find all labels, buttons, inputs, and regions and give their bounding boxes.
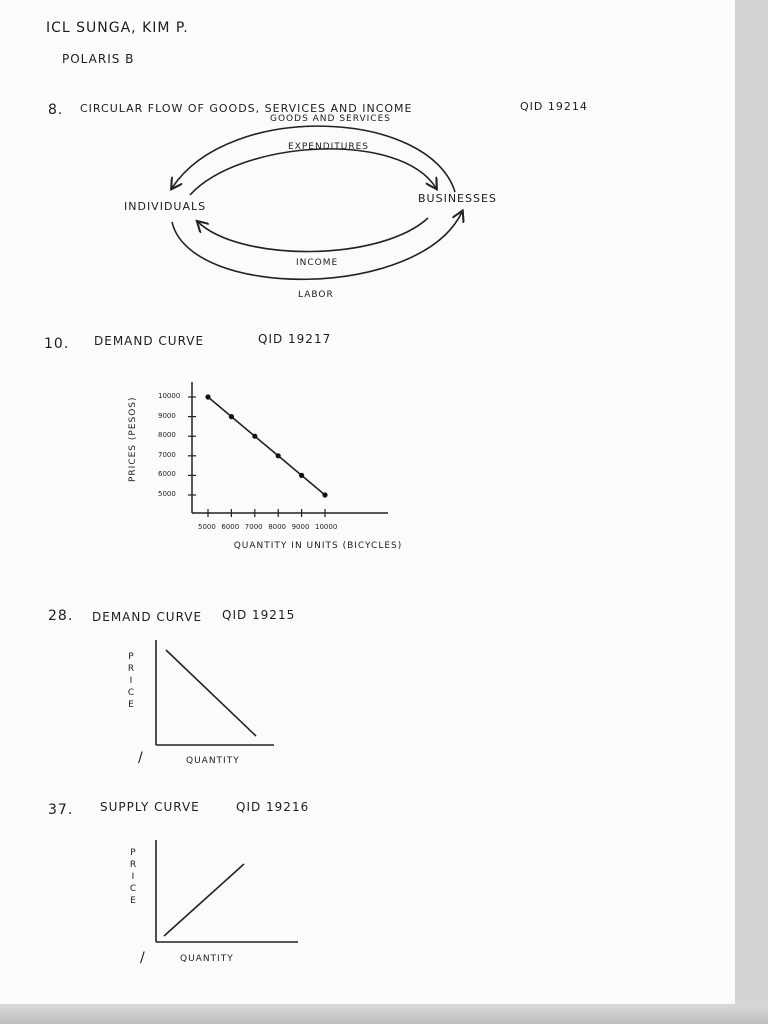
q10-qid: QID 19217 <box>258 332 332 346</box>
x-tick-label: 6000 <box>221 523 240 531</box>
q28-ylabel: PRICE <box>126 652 136 712</box>
q8-goods-services-label: GOODS AND SERVICES <box>270 114 391 124</box>
q37-ylabel: PRICE <box>128 848 138 908</box>
y-tick-label: 8000 <box>158 431 176 440</box>
q8-number: 8. <box>48 102 64 118</box>
y-tick-label: 10000 <box>158 392 181 400</box>
q37-title: SUPPLY CURVE <box>100 800 200 814</box>
q37-qid: QID 19216 <box>236 800 310 814</box>
x-tick-label: 9000 <box>291 523 310 531</box>
q37-origin-mark: / <box>140 950 146 966</box>
q28-origin-mark: / <box>138 750 144 766</box>
q8-qid: QID 19214 <box>520 100 588 113</box>
q28-number: 28. <box>48 608 74 624</box>
q10-xlabel: QUANTITY IN UNITS (BICYCLES) <box>233 541 403 551</box>
student-section: POLARIS B <box>62 52 135 66</box>
student-name: ICL SUNGA, KIM P. <box>46 20 189 36</box>
q37-number: 37. <box>48 802 74 818</box>
q28-title: DEMAND CURVE <box>92 610 203 624</box>
x-tick-label: 7000 <box>244 523 263 531</box>
q8-individuals-label: INDIVIDUALS <box>124 200 207 213</box>
x-tick-label: 8000 <box>268 523 287 531</box>
q10-title: DEMAND CURVE <box>94 334 205 348</box>
q37-xlabel: QUANTITY <box>180 954 234 964</box>
y-tick-label: 6000 <box>158 470 176 479</box>
q8-income-label: INCOME <box>296 258 339 268</box>
y-tick-label: 7000 <box>158 450 176 459</box>
x-tick-label: 5000 <box>198 523 216 531</box>
q8-expenditures-label: EXPENDITURES <box>288 142 370 152</box>
q8-title: CIRCULAR FLOW OF GOODS, SERVICES AND INCOME <box>80 102 413 115</box>
y-tick-label: 5000 <box>158 490 176 498</box>
supply-line <box>164 864 244 936</box>
q10-ylabel: PRICES (PESOS) <box>128 396 138 482</box>
y-tick-label: 9000 <box>158 411 176 420</box>
q8-businesses-label: BUSINESSES <box>418 192 497 205</box>
q28-qid: QID 19215 <box>222 608 296 622</box>
q8-labor-label: LABOR <box>298 290 334 300</box>
q10-number: 10. <box>44 336 70 352</box>
q28-xlabel: QUANTITY <box>186 756 240 766</box>
x-tick-label: 10000 <box>315 523 338 531</box>
